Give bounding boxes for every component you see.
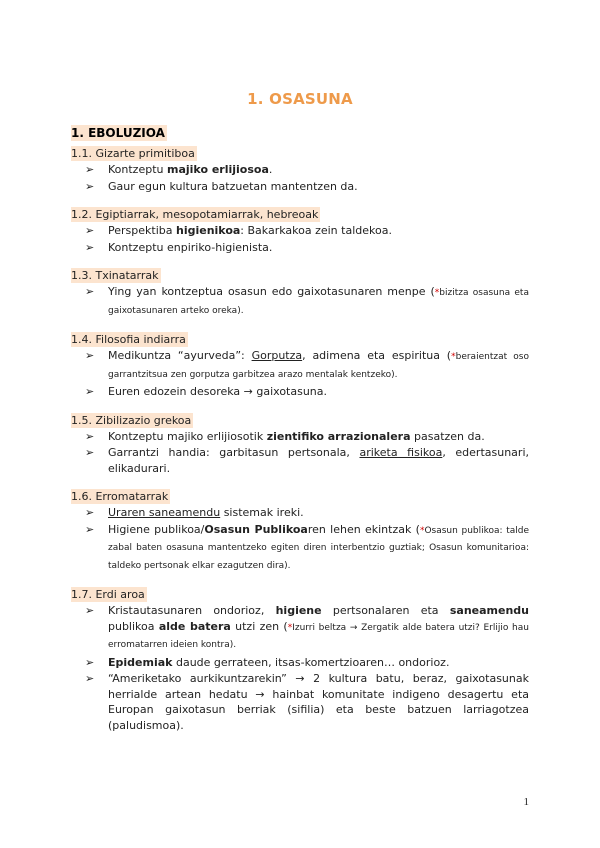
text: pertsonalaren eta xyxy=(321,604,450,617)
text: “Ameriketako aurkikuntzarekin” → 2 kultura batu, beraz, gaixotasunak herrialde artean hedatu → hainbat komunitate indigeno desagertu eta Europan gaixotasun berriak (sifilia) eta beste batzuen larriagotzea (paludismoa). xyxy=(108,672,529,732)
bullet-list xyxy=(71,429,529,477)
text: . xyxy=(268,163,273,176)
text: Perspektiba xyxy=(108,224,176,237)
arrow-bullet-icon: ➢ xyxy=(85,385,95,398)
list-item xyxy=(71,284,529,319)
underlined-text: Uraren saneamendu xyxy=(108,506,221,519)
subsection-heading: 1.5. Zibilizazio grekoa xyxy=(71,413,192,427)
underlined-text: Gorputza xyxy=(251,349,303,362)
content xyxy=(71,122,529,733)
arrow-bullet-icon: ➢ xyxy=(85,522,95,536)
arrow-bullet-icon: ➢ xyxy=(85,240,95,254)
text: utzi zen ( xyxy=(230,619,288,633)
text: Medikuntza “ayurveda”: xyxy=(108,349,252,362)
bold-text: alde batera xyxy=(158,619,231,633)
page-number: 1 xyxy=(523,796,529,808)
text: , adimena eta espiritua ( xyxy=(302,349,452,362)
list-item xyxy=(71,179,529,195)
arrow-bullet-icon: ➢ xyxy=(85,285,95,298)
bullet-list xyxy=(71,348,529,400)
text: ren lehen ekintzak ( xyxy=(307,522,420,536)
page-title: 1. OSASUNA xyxy=(247,90,353,108)
subsection-heading: 1.2. Egiptiarrak, mesopotamiarrak, hebreoak xyxy=(71,208,319,221)
note-text: Izurri beltza → Zergatik alde batera utzi? Erlijio hau erromatarren ideien kontra). xyxy=(108,622,529,650)
text: : Bakarkakoa zein taldekoa. xyxy=(240,224,392,237)
list-item xyxy=(71,384,529,400)
subsection-1-7 xyxy=(71,583,529,733)
subsection-heading: 1.4. Filosofia indiarra xyxy=(71,333,186,346)
subsection-1-4 xyxy=(71,328,529,400)
list-item xyxy=(71,348,529,383)
bold-text: saneamendu xyxy=(449,604,529,617)
text: , edertasunari, elikadurari. xyxy=(108,446,529,475)
text: sistemak ireki. xyxy=(220,506,304,519)
subsection-1-2 xyxy=(71,203,529,255)
text: Kontzeptu majiko erlijiosotik xyxy=(108,429,267,443)
underlined-text: ariketa fisikoa xyxy=(359,446,443,459)
arrow-bullet-icon: ➢ xyxy=(85,446,95,459)
bullet-list xyxy=(71,284,529,319)
subsection-1-3 xyxy=(71,264,529,319)
text: Euren edozein desoreka → gaixotasuna. xyxy=(108,385,328,398)
subsection-1-1 xyxy=(71,142,529,194)
section-heading: 1. EBOLUZIOA xyxy=(71,126,165,140)
subsection-heading: 1.6. Erromatarrak xyxy=(71,490,169,503)
bold-text: Osasun Publikoa xyxy=(204,522,308,536)
arrow-bullet-icon: ➢ xyxy=(85,672,95,685)
asterisk: * xyxy=(434,288,440,298)
list-item xyxy=(71,162,529,178)
list-item xyxy=(71,445,529,476)
bold-text: zientifiko arrazionalera xyxy=(266,429,411,443)
arrow-bullet-icon: ➢ xyxy=(85,655,95,669)
text: Kristautasunaren ondorioz, xyxy=(108,604,276,617)
bullet-list xyxy=(71,603,529,733)
note-text: beraientzat oso garrantzitsua zen gorputza garbitzea arazo mentalak kentzeko). xyxy=(108,352,529,380)
note-text: bizitza osasuna eta gaixotasunaren arteko oreka). xyxy=(108,288,529,316)
list-item xyxy=(71,505,529,521)
arrow-bullet-icon: ➢ xyxy=(85,163,95,176)
subsection-heading: 1.1. Gizarte primitiboa xyxy=(71,147,195,160)
list-item xyxy=(71,522,529,575)
list-item xyxy=(71,655,529,671)
arrow-bullet-icon: ➢ xyxy=(85,604,95,617)
text: daude gerrateen, itsas-komertzioaren… ondorioz. xyxy=(172,655,450,669)
list-item xyxy=(71,603,529,654)
arrow-bullet-icon: ➢ xyxy=(85,429,95,443)
asterisk: * xyxy=(451,352,456,362)
bullet-list xyxy=(71,162,529,194)
subsection-1-6 xyxy=(71,485,529,574)
bold-text: higiene xyxy=(275,604,322,617)
list-item xyxy=(71,240,529,256)
text: publikoa xyxy=(108,619,159,633)
asterisk: * xyxy=(419,525,425,536)
text: Kontzeptu xyxy=(108,163,167,176)
subsection-1-5 xyxy=(71,409,529,477)
arrow-bullet-icon: ➢ xyxy=(85,349,95,362)
text: Kontzeptu enpiriko-higienista. xyxy=(108,240,273,254)
text: Gaur egun kultura batzuetan mantentzen da. xyxy=(108,179,358,193)
list-item xyxy=(71,671,529,733)
text: Garrantzi handia: garbitasun pertsonala, xyxy=(108,446,360,459)
list-item xyxy=(71,429,529,445)
bold-text: Epidemiak xyxy=(108,655,173,669)
bold-text: higienikoa xyxy=(175,224,241,237)
text: Higiene publikoa/ xyxy=(108,522,205,536)
bullet-list xyxy=(71,505,529,574)
asterisk: * xyxy=(287,622,293,633)
list-item xyxy=(71,223,529,239)
text: pasatzen da. xyxy=(410,429,485,443)
arrow-bullet-icon: ➢ xyxy=(85,506,95,519)
arrow-bullet-icon: ➢ xyxy=(85,179,95,193)
text: Ying yan kontzeptua osasun edo gaixotasunaren menpe ( xyxy=(108,285,435,298)
subsection-heading: 1.3. Txinatarrak xyxy=(71,269,159,282)
bold-text: majiko erlijiosoa xyxy=(167,163,269,176)
note-text: Osasun publikoa: talde zabal baten osasuna mantentzeko egiten diren interbentzio guztiak; Osasun komunitarioa: taldeko pertsonak elkar ezagutzen dira). xyxy=(108,525,530,571)
bullet-list xyxy=(71,223,529,255)
arrow-bullet-icon: ➢ xyxy=(85,224,95,237)
subsection-heading: 1.7. Erdi aroa xyxy=(71,588,145,601)
